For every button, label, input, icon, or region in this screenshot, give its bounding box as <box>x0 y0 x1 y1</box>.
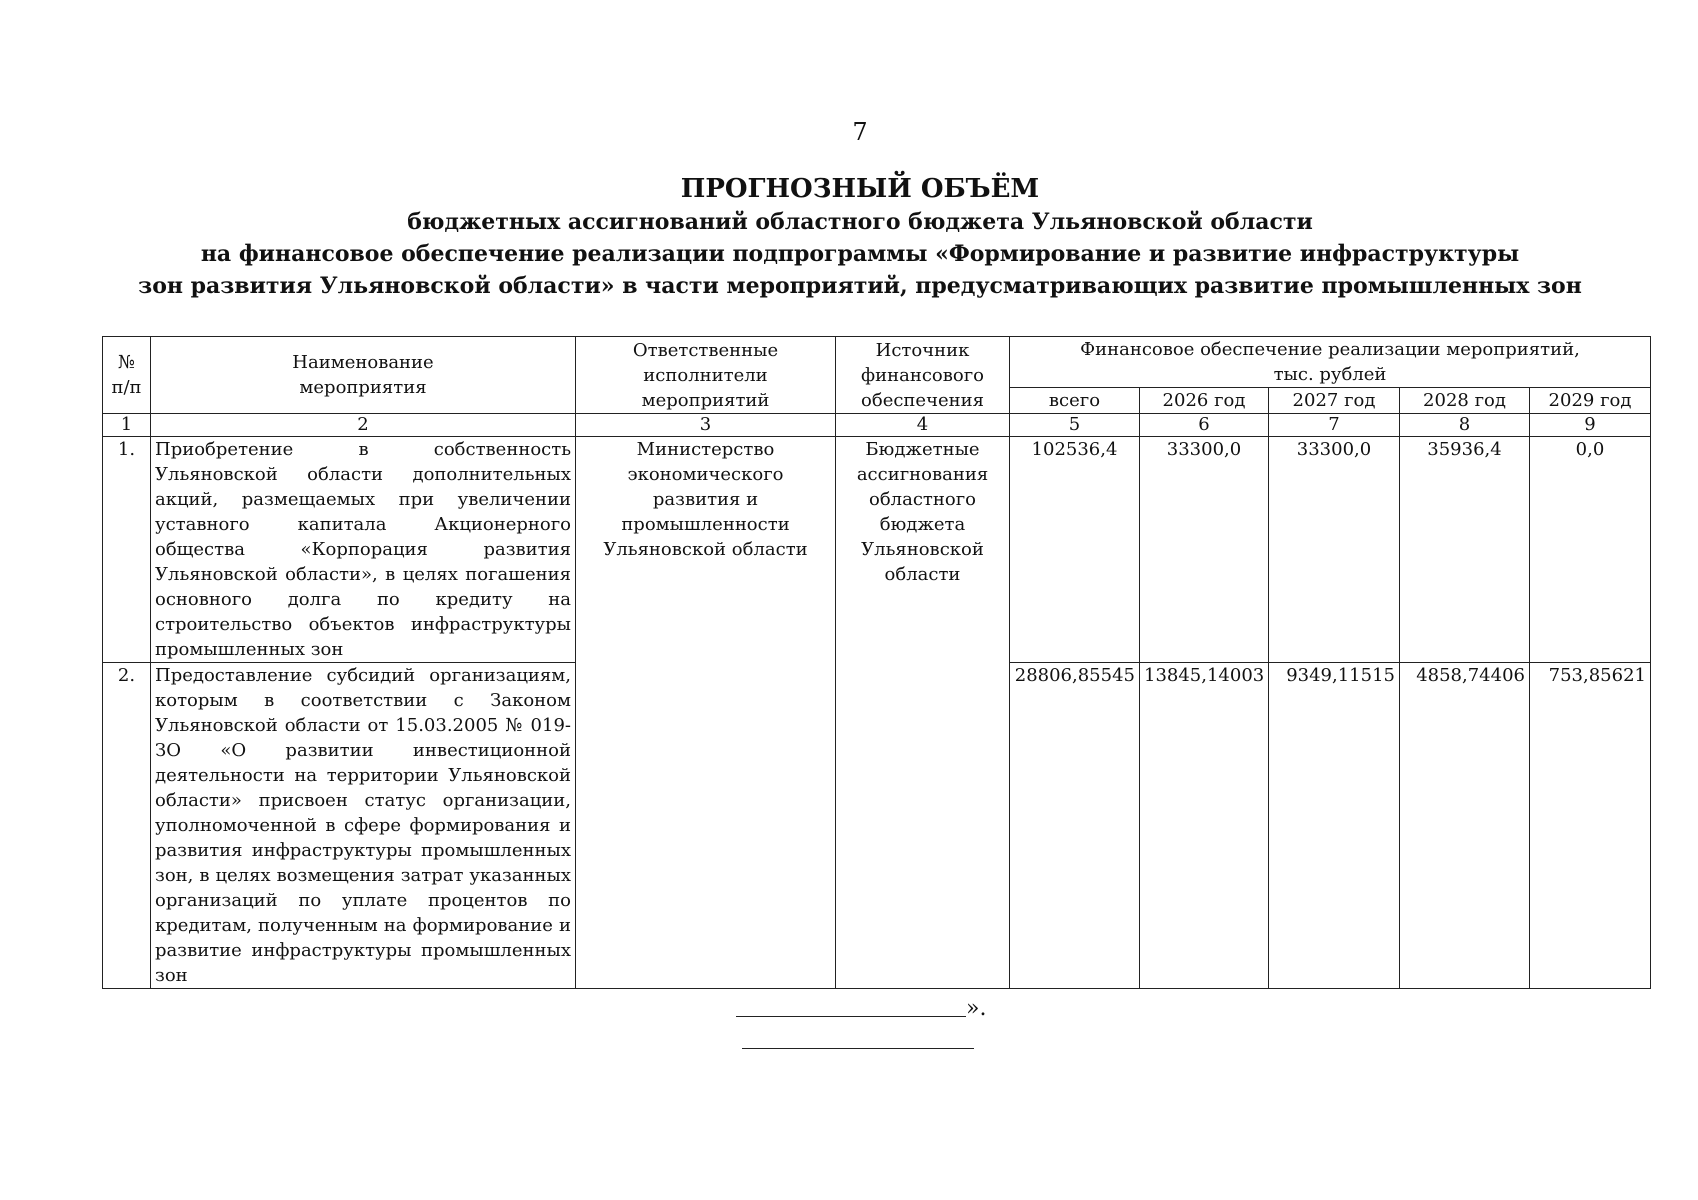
column-number-row <box>103 414 1651 437</box>
funding-source: Бюджетные ассигнования областного бюджета Ульяновской области <box>836 437 1010 989</box>
column-number: 4 <box>836 414 1010 437</box>
header-2028: 2028 год <box>1400 388 1530 414</box>
column-number: 1 <box>103 414 151 437</box>
value-2027: 9349,11515 <box>1269 663 1400 989</box>
value-total: 28806,85545 <box>1010 663 1140 989</box>
value-2026: 33300,0 <box>1140 437 1269 663</box>
header-2027: 2027 год <box>1269 388 1400 414</box>
activity-name: Приобретение в собственность Ульяновской области дополнительных акций, размещаемых при увеличении уставного капитала Акционерного общества «Корпорация развития Ульяновской области», в целях погашения основного долга по кредиту на строительство объектов инфраструктуры промышленных зон <box>151 437 576 663</box>
title-main: ПРОГНОЗНЫЙ ОБЪЁМ <box>680 174 1040 204</box>
column-number: 3 <box>576 414 836 437</box>
value-total: 102536,4 <box>1010 437 1140 663</box>
document-title <box>60 172 1660 302</box>
header-total: всего <box>1010 388 1140 414</box>
page-number: 7 <box>852 118 868 146</box>
closing-quote: ». <box>966 996 987 1021</box>
value-2029: 753,85621 <box>1530 663 1651 989</box>
row-number: 2. <box>103 663 151 989</box>
header-executors: Ответственные исполнители мероприятий <box>576 337 836 414</box>
responsible-executor: Министерство экономического развития и промышленности Ульяновской области <box>576 437 836 989</box>
value-2028: 4858,74406 <box>1400 663 1530 989</box>
signature-line <box>736 1016 966 1017</box>
header-2026: 2026 год <box>1140 388 1269 414</box>
header-finance: Финансовое обеспечение реализации мероприятий, тыс. рублей <box>1010 337 1651 388</box>
activity-name: Предоставление субсидий организациям, которым в соответствии с Законом Ульяновской области от 15.03.2005 № 019-ЗО «О развитии инвестиционной деятельности на территории Ульяновской области» присвоен статус организации, уполномоченной в сфере формирования и развития инфраструктуры промышленных зон, в целях возмещения затрат указанных организаций по уплате процентов по кредитам, полученным на формирование и развитие инфраструктуры промышленных зон <box>151 663 576 989</box>
title-line-3: зон развития Ульяновской области» в части мероприятий, предусматривающих развитие промышленных зон <box>138 273 1582 299</box>
value-2028: 35936,4 <box>1400 437 1530 663</box>
header-name: Наименование мероприятия <box>151 337 576 414</box>
column-number: 7 <box>1269 414 1400 437</box>
title-line-2: на финансовое обеспечение реализации подпрограммы «Формирование и развитие инфраструктуры <box>200 241 1520 267</box>
column-number: 6 <box>1140 414 1269 437</box>
row-number: 1. <box>103 437 151 663</box>
budget-table <box>102 336 1651 989</box>
title-line-1: бюджетных ассигнований областного бюджета Ульяновской области <box>407 209 1313 235</box>
column-number: 9 <box>1530 414 1651 437</box>
value-2027: 33300,0 <box>1269 437 1400 663</box>
header-num: № п/п <box>103 337 151 414</box>
table-row <box>103 437 1651 663</box>
value-2026: 13845,14003 <box>1140 663 1269 989</box>
header-2029: 2029 год <box>1530 388 1651 414</box>
header-source: Источник финансового обеспечения <box>836 337 1010 414</box>
end-rule <box>742 1048 974 1049</box>
column-number: 2 <box>151 414 576 437</box>
value-2029: 0,0 <box>1530 437 1651 663</box>
column-number: 5 <box>1010 414 1140 437</box>
column-number: 8 <box>1400 414 1530 437</box>
